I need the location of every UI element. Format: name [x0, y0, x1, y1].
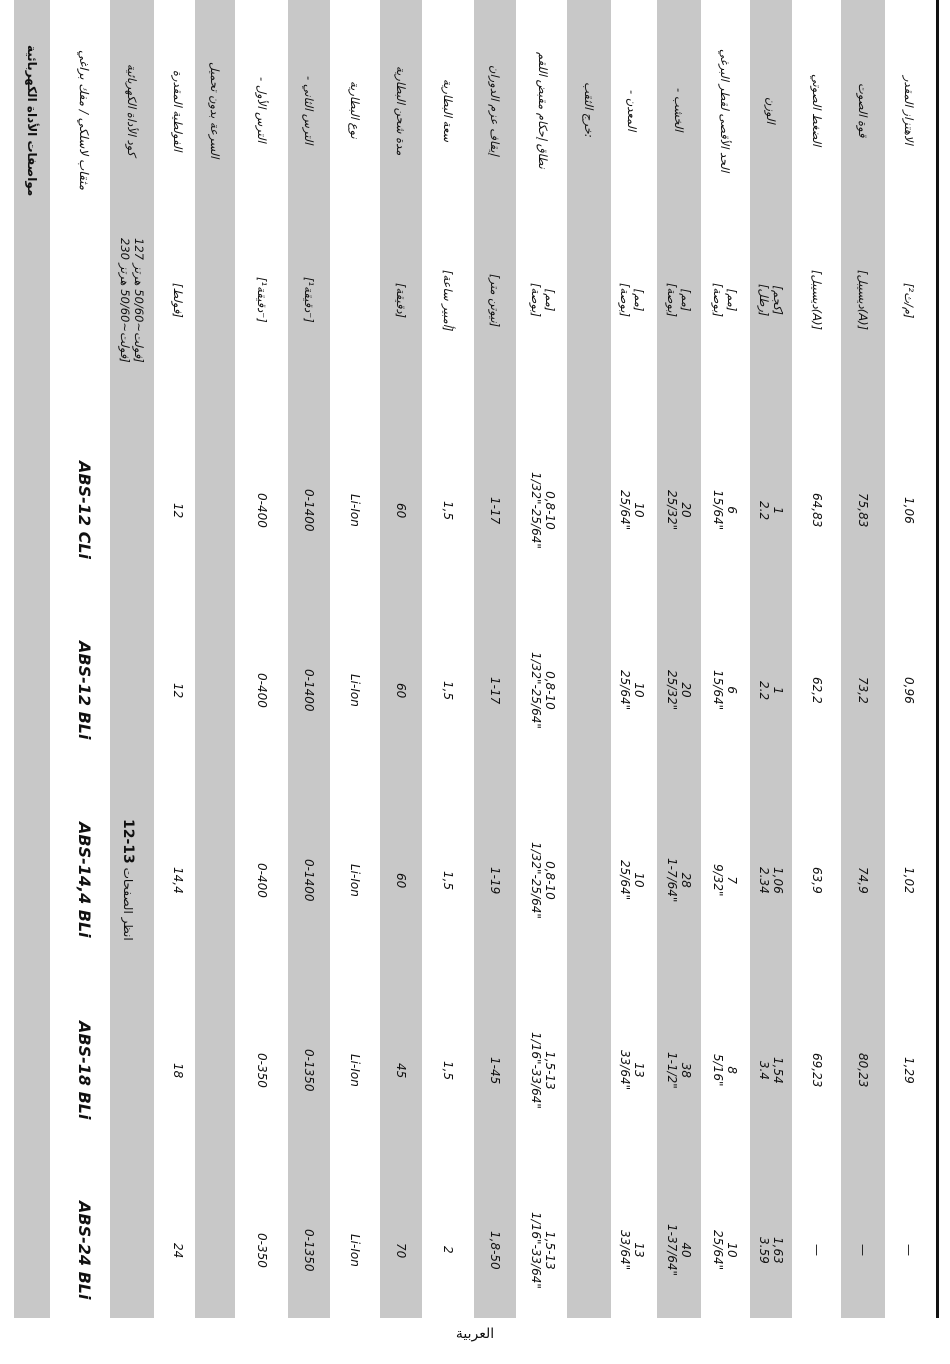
row-unit: [أمبير ساعة] — [441, 269, 455, 331]
model-value: 1,5 — [441, 500, 455, 520]
model-value-line: 38 — [679, 1062, 693, 1078]
row-label: نطاق إحكام مقبض اللقم — [536, 51, 550, 169]
model-value-line: 1 — [771, 506, 785, 514]
row-label: الوزن — [764, 96, 778, 124]
model-value: 60 — [394, 872, 408, 888]
row-label: كود الأداة الكهربائية — [125, 64, 139, 157]
model-value-line: 10 — [632, 872, 646, 888]
model-value — [618, 490, 646, 530]
row-band — [567, 0, 611, 1318]
model-value-line: 1 — [771, 686, 785, 694]
row-label: الحد الأقصى لقطر البرغي — [718, 48, 732, 172]
model-value-line: 2.34 — [757, 866, 771, 894]
model-value: 1,02 — [902, 866, 916, 894]
model-value: 1,5 — [441, 1060, 455, 1080]
model-value: 0-1350 — [302, 1228, 316, 1272]
model-value — [618, 670, 646, 710]
model-value: 45 — [394, 1062, 408, 1078]
model-value — [711, 670, 739, 710]
model-value-line: 0,8-10 — [543, 670, 557, 710]
model-header: ABS-18 BLi — [75, 1021, 94, 1120]
model-value-line: 10 — [632, 502, 646, 518]
row-label: السرعة بدون تحميل — [208, 62, 222, 159]
row-unit-line: [مم] — [632, 288, 646, 312]
row-unit-line: [بوصة] — [529, 283, 543, 318]
row-unit — [665, 283, 693, 317]
model-value: 1,5 — [441, 870, 455, 890]
model-value: 0-400 — [255, 862, 269, 898]
model-value-line: 20 — [679, 502, 693, 518]
model-value: 18 — [171, 1062, 185, 1078]
model-value-line: 15/64" — [711, 490, 725, 531]
row-band — [288, 0, 330, 1318]
model-value-line: 1,54 — [771, 1056, 785, 1084]
model-value-line: 9/32" — [711, 864, 725, 897]
model-value — [665, 490, 693, 530]
row-unit-line: [مم] — [679, 288, 693, 312]
row-band — [841, 0, 885, 1318]
row-unit — [757, 284, 785, 316]
model-value-line: 25/64" — [618, 670, 632, 711]
row-band — [195, 0, 235, 1318]
row-unit-line: [بوصة] — [618, 283, 632, 318]
model-value: 14,4 — [171, 866, 185, 894]
row-unit-line: [بوصة] — [665, 283, 679, 318]
model-value: 1,06 — [902, 496, 916, 524]
row-unit: [نيوتن متر] — [488, 273, 502, 327]
model-value — [711, 864, 739, 896]
model-value — [618, 860, 646, 900]
row-unit — [118, 238, 146, 363]
model-value: Li-Ion — [348, 1233, 362, 1267]
model-value-line: 25/64" — [618, 860, 632, 901]
model-value-line: 3.59 — [757, 1236, 771, 1264]
model-value-line: 1-37/64" — [665, 1224, 679, 1277]
model-value — [757, 681, 785, 700]
model-value-line: 25/64" — [711, 1230, 725, 1271]
model-value-line: 1,06 — [771, 866, 785, 894]
model-value: 70 — [394, 1242, 408, 1258]
model-value: 1-45 — [488, 1056, 502, 1084]
model-value — [757, 867, 785, 894]
model-value — [711, 1230, 739, 1270]
model-value: 0-1350 — [302, 1048, 316, 1092]
model-value — [529, 472, 557, 549]
title-band — [14, 0, 50, 1318]
model-value-line: 8 — [725, 1066, 739, 1075]
model-value: 1-17 — [488, 676, 502, 704]
model-value-line: 1,63 — [771, 1236, 785, 1264]
model-value-line: 40 — [679, 1242, 693, 1258]
model-value: 1,29 — [902, 1056, 916, 1084]
model-value-line: 28 — [679, 872, 693, 888]
row-unit: [دقيقة] — [394, 282, 408, 318]
model-value: 1-19 — [488, 866, 502, 894]
model-value: 1,8-50 — [488, 1230, 502, 1270]
model-value: 75,83 — [856, 493, 870, 528]
row-unit-line: [مم] — [725, 288, 739, 312]
model-header: ABS-12 CLi — [75, 461, 94, 559]
row-label: قوة الصوت — [856, 82, 870, 138]
model-value: 1-17 — [488, 496, 502, 524]
model-value-line: 3.4 — [757, 1060, 771, 1080]
model-value: 0-1400 — [302, 488, 316, 532]
row-unit — [529, 283, 557, 317]
model-value-line: 2.2 — [757, 500, 771, 520]
model-value: Li-Ion — [348, 1053, 362, 1087]
model-value: — — [810, 1244, 824, 1256]
model-value-line: 33/64" — [618, 1050, 632, 1091]
model-value: 0-1400 — [302, 668, 316, 712]
model-value: 0-400 — [255, 672, 269, 708]
model-value-line: 1,5-13 — [543, 1230, 557, 1270]
row-band — [380, 0, 422, 1318]
model-value — [711, 490, 739, 530]
model-value-line: 1-1/2" — [665, 1051, 679, 1089]
row-unit-line: 230 فولت~50/60 هرتز] — [118, 237, 132, 363]
model-value: 74,9 — [856, 866, 870, 894]
model-value-line: 6 — [725, 506, 739, 514]
row-band — [110, 0, 154, 1318]
model-value: Li-Ion — [348, 673, 362, 707]
model-value-line: 1/32"-25/64" — [529, 651, 543, 729]
see-pages-text: انظر الصفحات — [121, 863, 135, 941]
model-value: 80,23 — [856, 1053, 870, 1088]
model-value: 63,9 — [810, 866, 824, 894]
model-value-line: 25/32" — [665, 490, 679, 531]
see-pages-note — [121, 819, 135, 941]
model-value-line: 10 — [725, 1242, 739, 1258]
row-label: - المعدن — [625, 89, 639, 131]
row-unit: [دقيقة¹⁻] — [255, 277, 269, 323]
row-unit-line: [كجم] — [771, 285, 785, 315]
model-value — [665, 1224, 693, 1276]
row-unit: [دقيقة¹⁻] — [302, 277, 316, 323]
row-label: خرج الثقب: — [582, 82, 596, 138]
model-value-line: 1-7/64" — [665, 858, 679, 903]
row-label: الاهتزاز المقدر — [902, 75, 916, 145]
row-unit: [فولط] — [171, 282, 185, 318]
model-value-line: 15/64" — [711, 670, 725, 711]
row-label: - الخشب — [672, 88, 686, 132]
model-value: 2 — [441, 1246, 455, 1254]
model-header: ABS-12 BLi — [75, 641, 94, 740]
row-unit: [ديسيبل(A)] — [810, 270, 824, 331]
model-value-line: 13 — [632, 1062, 646, 1078]
row-unit-line: [مم] — [543, 288, 557, 312]
model-value: Li-Ion — [348, 493, 362, 527]
row-label: الضغط الصوتي — [810, 74, 824, 147]
model-value-line: 6 — [725, 686, 739, 694]
model-value — [757, 501, 785, 520]
model-value: 0-350 — [255, 1232, 269, 1268]
row-label: نوع البطارية — [348, 81, 362, 139]
model-value: Li-Ion — [348, 863, 362, 897]
model-value-line: 1/32"-25/64" — [529, 841, 543, 919]
model-value-line: 25/64" — [618, 490, 632, 531]
model-value: 73,2 — [856, 676, 870, 704]
model-value — [665, 1052, 693, 1089]
model-value: 60 — [394, 502, 408, 518]
model-value — [618, 1230, 646, 1270]
model-value-line: 1/16"-33/64" — [529, 1211, 543, 1289]
model-value: 0-1400 — [302, 858, 316, 902]
model-value-line: 0,8-10 — [543, 490, 557, 530]
model-value: 12 — [171, 502, 185, 518]
row-band — [657, 0, 701, 1318]
model-value-line: 1,5-13 — [543, 1050, 557, 1090]
model-value: 24 — [171, 1242, 185, 1258]
table-title: مواصفات الأداة الكهربائية — [25, 44, 39, 196]
model-value — [665, 858, 693, 902]
model-value — [711, 1054, 739, 1086]
model-value: — — [856, 1244, 870, 1256]
row-band — [474, 0, 516, 1318]
model-value: 0,96 — [902, 676, 916, 704]
model-value-line: 7 — [725, 876, 739, 885]
model-value: 1,5 — [441, 680, 455, 700]
row-label: الفولطية المقدرة — [171, 69, 185, 151]
model-value-line: 13 — [632, 1242, 646, 1258]
table-bottom-rule — [936, 0, 939, 1318]
model-value — [757, 1057, 785, 1084]
model-value: 12 — [171, 682, 185, 698]
row-label: سعة البطارية — [441, 78, 455, 142]
row-unit — [618, 283, 646, 317]
row-unit — [711, 283, 739, 317]
model-value — [529, 1212, 557, 1289]
table-subtitle: مثقاب لاسلكي / مفك براغي — [77, 50, 91, 191]
row-unit: [ديسيبل(A)] — [856, 270, 870, 331]
model-value-line: 25/32" — [665, 670, 679, 711]
row-band — [750, 0, 792, 1318]
model-value-line: 5/16" — [711, 1054, 725, 1087]
see-pages-number: 12-13 — [120, 819, 136, 864]
row-unit-line: [بوصة] — [711, 283, 725, 318]
row-unit-line: [رطل] — [757, 284, 771, 317]
row-label: - الترس الأول — [255, 77, 269, 143]
model-value: 0-400 — [255, 492, 269, 528]
model-value-line: 33/64" — [618, 1230, 632, 1271]
model-value-line: 10 — [632, 682, 646, 698]
model-header: ABS-24 BLi — [75, 1201, 94, 1300]
model-value — [529, 652, 557, 729]
language-footer: العربية — [455, 1326, 495, 1342]
model-value: 60 — [394, 682, 408, 698]
model-value-line: 1/16"-33/64" — [529, 1031, 543, 1109]
model-value — [665, 670, 693, 710]
row-unit: [م/ث²] — [902, 282, 916, 318]
model-value: 69,23 — [810, 1053, 824, 1088]
model-value-line: 2.2 — [757, 680, 771, 700]
model-value: 64,83 — [810, 493, 824, 528]
model-value: 62,2 — [810, 676, 824, 704]
model-value — [529, 1032, 557, 1109]
row-unit-line: 127 فولت~50/60 هرتز] — [132, 237, 146, 363]
model-value-line: 1/32"-25/64" — [529, 471, 543, 549]
model-value — [529, 842, 557, 919]
row-label: مدة شحن البطارية — [394, 65, 408, 155]
model-value-line: 20 — [679, 682, 693, 698]
model-header: ABS-14,4 BLi — [75, 822, 94, 938]
model-value: — — [902, 1244, 916, 1256]
row-label: - الترس الثاني — [302, 76, 316, 145]
model-value-line: 0,8-10 — [543, 860, 557, 900]
model-value — [757, 1237, 785, 1264]
model-value — [618, 1050, 646, 1090]
row-label: إيقاف عزم الدوران — [488, 64, 502, 156]
model-value: 0-350 — [255, 1052, 269, 1088]
